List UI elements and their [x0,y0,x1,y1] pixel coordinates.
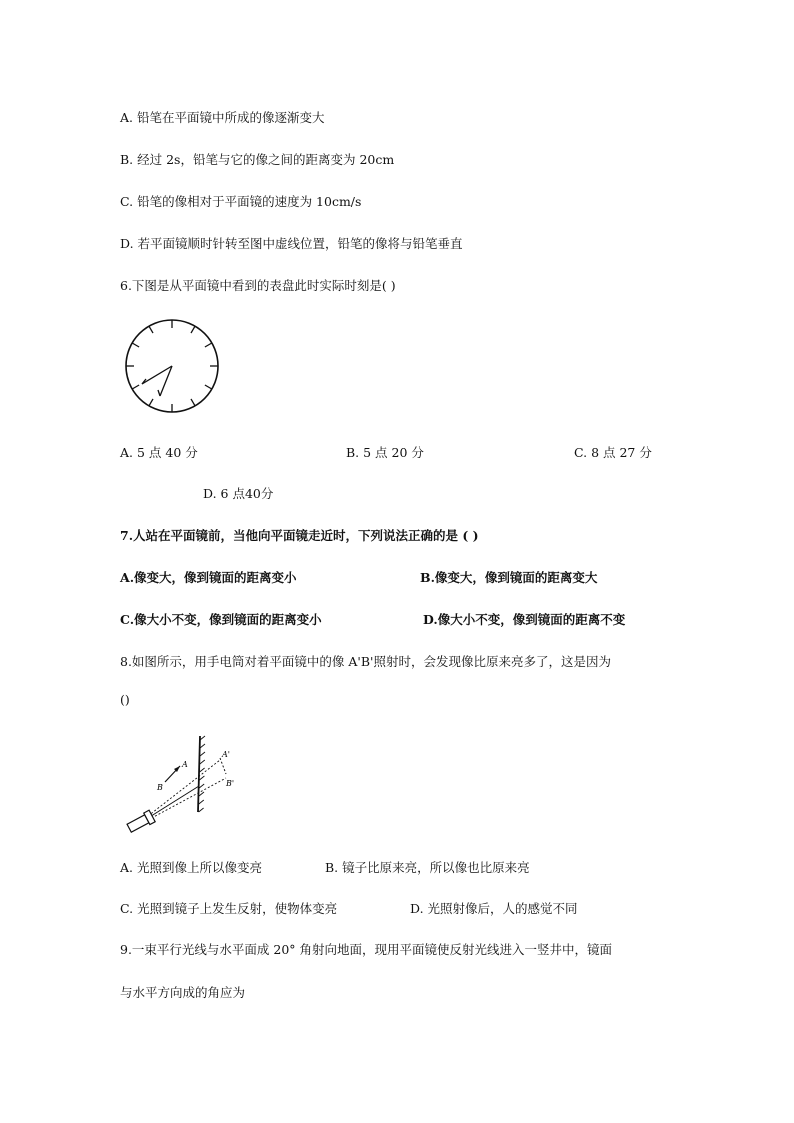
q6-option-b: B. 5 点 20 分 [346,445,424,460]
q9-stem-line1: 9.一束平行光线与水平面成 20° 角射向地面，现用平面镜使反射光线进入一竖井中，镜面 [120,942,613,957]
q7-option-a: A.像变大，像到镜面的距离变小 [120,570,297,585]
q6-stem: 6.下图是从平面镜中看到的表盘此时实际时刻是( ) [120,278,396,293]
q7-option-b: B.像变大，像到镜面的距离变大 [420,570,598,585]
label-b-prime: B' [226,779,235,788]
q5-option-b: B. 经过 2s，铅笔与它的像之间的距离变为 20cm [120,152,395,167]
q6-option-d: D. 6 点40分 [203,486,274,501]
q7-stem: 7.人站在平面镜前，当他向平面镜走近时，下列说法正确的是 ( ) [120,528,479,543]
q8-option-d: D. 光照射像后，人的感觉不同 [410,901,578,916]
q9-stem-line2: 与水平方向成的角应为 [120,985,246,1000]
mirror [198,736,200,812]
q8-stem: 8.如图所示，用手电筒对着平面镜中的像 A'B'照射时，会发现像比原来亮多了，这是因为 [120,654,611,669]
q8-paren: () [120,692,130,707]
q5-option-d: D. 若平面镜顺时针转至图中虚线位置，铅笔的像将与铅笔垂直 [120,236,463,251]
image-arrow [220,758,226,774]
q6-option-a: A. 5 点 40 分 [120,445,198,460]
label-b: B [157,783,163,792]
clock-face-figure [120,316,224,416]
q8-option-c: C. 光照到镜子上发生反射，使物体变亮 [120,901,338,916]
flashlight-mirror-figure [120,730,260,840]
q8-option-a: A. 光照到像上所以像变亮 [120,860,262,875]
label-a: A [182,760,188,769]
clock-hands [142,366,172,396]
q5-option-c: C. 铅笔的像相对于平面镜的速度为 10cm/s [120,194,362,209]
q8-option-b: B. 镜子比原来亮，所以像也比原来亮 [325,860,530,875]
label-a-prime: A' [222,750,230,759]
flashlight-icon [126,810,155,834]
ray-solid [148,786,199,818]
q7-option-c: C.像大小不变，像到镜面的距离变小 [120,612,322,627]
q7-option-d: D.像大小不变，像到镜面的距离不变 [423,612,626,627]
q5-option-a: A. 铅笔在平面镜中所成的像逐渐变大 [120,110,325,125]
q6-option-c: C. 8 点 27 分 [574,445,652,460]
